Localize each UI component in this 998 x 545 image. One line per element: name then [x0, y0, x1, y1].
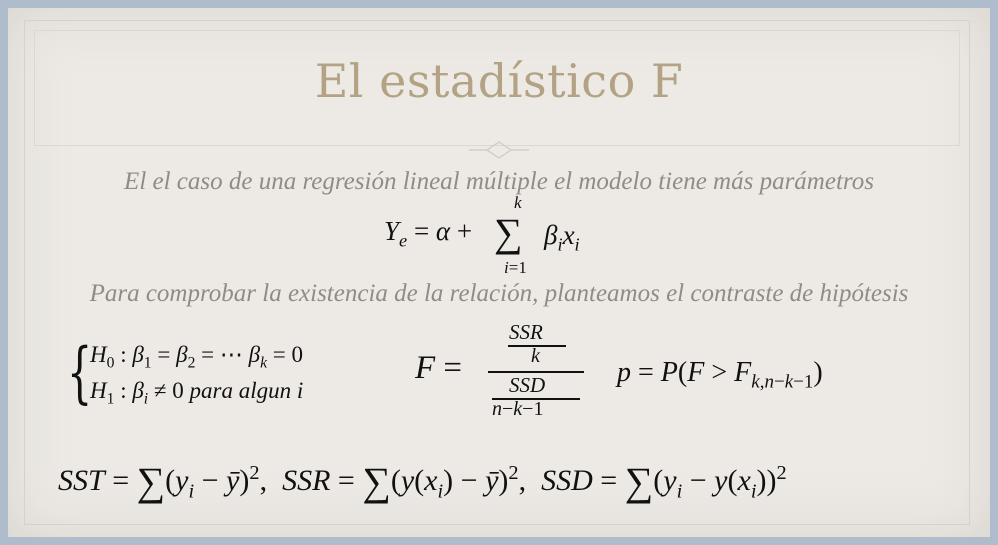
model-equation-lhs: $Y_e = \alpha$ + — [384, 216, 473, 251]
diamond-ornament-icon — [469, 139, 529, 161]
sum-upper-limit: k — [514, 193, 522, 212]
hypothesis-brace: { — [67, 334, 93, 411]
alternative-hypothesis: $H_1$ : $\beta_i \ne 0$ para algun i — [90, 378, 304, 408]
hypothesis-text: Para comprobar la existencia de la relación, planteamos el contraste de hipótesis — [89, 280, 909, 307]
ssr-numerator: SSR — [509, 320, 543, 344]
intro-text: El el caso de una regresión lineal múltiple el modelo tiene más parámetros — [124, 168, 874, 195]
sum-of-squares-definitions: SST = $\sum(y_i$ − ȳ)$^2$, SSR = $\sum(y(x_i)$ − ȳ)$^2$, SSD = $\sum(y_i - y(x_i))^2$ — [58, 459, 787, 504]
sum-lower-limit: i=1 — [504, 258, 527, 277]
null-hypothesis: $H_0$ : $\beta_1 = \beta_2$ = ⋯ $\beta_k = 0$ — [90, 342, 303, 372]
n-k-1-denominator: n−k−1 — [492, 398, 544, 420]
f-statistic-label: F = — [415, 350, 463, 386]
ssd-numerator: SSD — [509, 373, 546, 397]
model-equation-rhs: $\beta_ix_i$ — [544, 220, 580, 255]
p-value-equation: $p = P(F > F_{k,n-k-1})$ — [617, 357, 823, 393]
sum-symbol: ∑ — [494, 210, 523, 255]
slide-title: El estadístico F — [314, 54, 684, 108]
k-denominator: k — [531, 345, 540, 367]
